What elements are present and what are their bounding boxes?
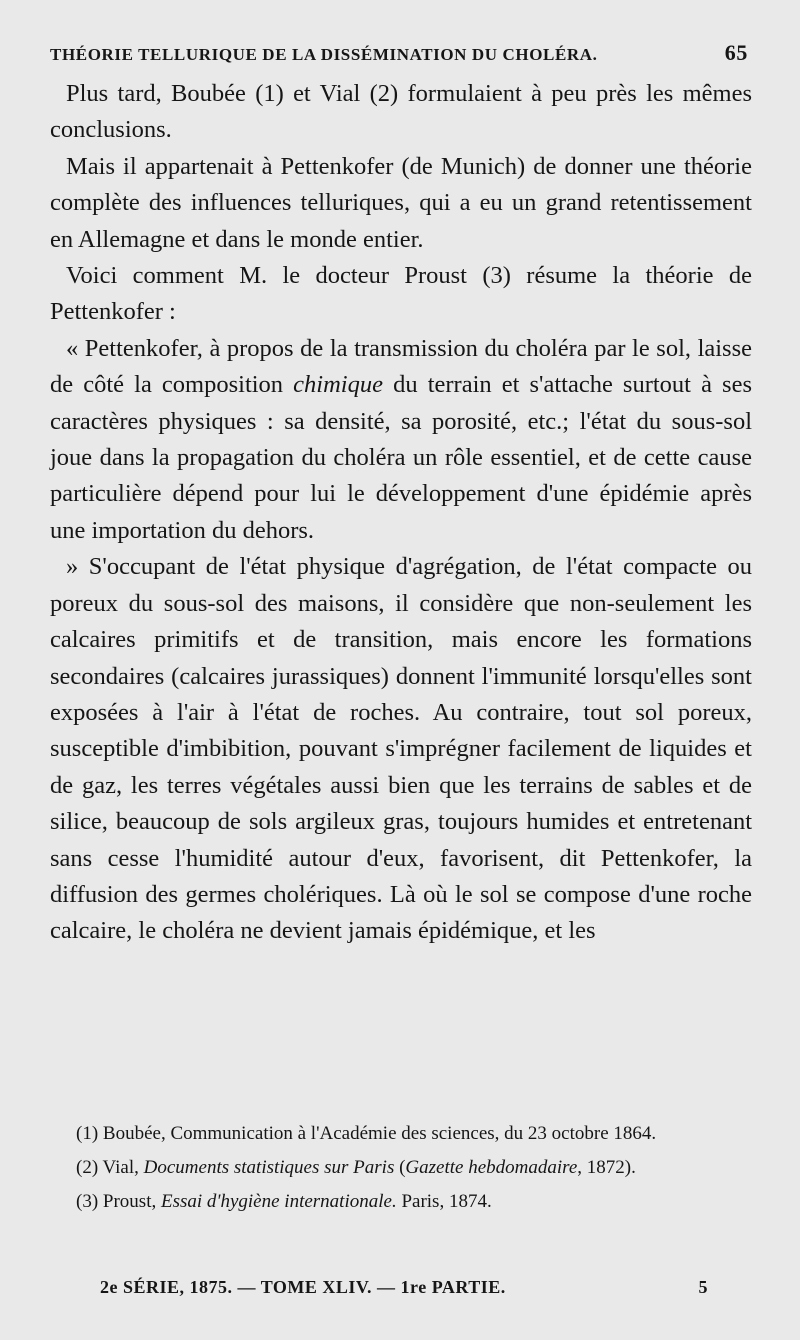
series-signature: 2e SÉRIE, 1875. — TOME XLIV. — 1re PARTIE.: [100, 1277, 506, 1297]
footnote-label: (3) Proust,: [76, 1191, 161, 1212]
paragraph: Voici comment M. le docteur Proust (3) résume la théorie de Pettenkofer :: [50, 262, 752, 326]
footnote-title: Essai d'hygiène internationale.: [160, 1191, 397, 1212]
footnote: (1) Boubée, Communication à l'Académie des sciences, du 23 octobre 1864.: [76, 1123, 657, 1144]
footnote-text: (: [394, 1157, 406, 1178]
footnote-title: Gazette hebdomadaire: [405, 1157, 578, 1178]
footnote-text: Paris, 1874.: [396, 1191, 492, 1212]
footnote-label: (2) Vial,: [76, 1157, 144, 1178]
running-title: THÉORIE TELLURIQUE DE LA DISSÉMINATION DU CHOLÉRA.: [50, 45, 598, 64]
paragraph: [50, 331, 752, 549]
footnote: [50, 1154, 760, 1182]
text-run: du terrain et s'attache surtout à ses caractères physiques : sa densité, sa porosité, etc.; l'état du sous-sol joue dans la propagation du choléra un rôle essentiel, et de cette cause particulière dépend pour lui le développement d'une épidémie après une importation du dehors.: [50, 371, 753, 544]
page-number: 65: [724, 40, 748, 65]
body-text: [50, 76, 752, 950]
footnote-text: , 1872).: [577, 1157, 636, 1178]
paragraph: Plus tard, Boubée (1) et Vial (2) formulaient à peu près les mêmes conclusions.: [50, 80, 752, 144]
signature-line: [100, 1277, 708, 1298]
text-run: « Pettenkofer, à propos de la transmission du choléra par le sol, laisse de côté la composition: [50, 334, 752, 399]
italic-word: chimique: [293, 371, 383, 399]
sheet-number: 5: [698, 1277, 708, 1297]
running-head: [50, 40, 748, 66]
footnotes: [50, 1120, 760, 1222]
footnote: [50, 1188, 760, 1216]
footnote-title: Documents statistiques sur Paris: [143, 1157, 395, 1178]
paragraph: » S'occupant de l'état physique d'agrégation, de l'état compacte ou poreux du sous-sol des maisons, il considère que non-seulement les calcaires primitifs et de transition, mais encore les formations secondaires (calcaires jurassiques) donnent l'immunité lorsqu'elles sont exposées à l'air à l'état de roches. Au contraire, tout sol poreux, susceptible d'imbibition, pouvant s'imprégner facilement de liquides et de gaz, les terres végétales aussi bien que les terrains de sables et de silice, beaucoup de sols argileux gras, toujours humides et entretenant sans cesse l'humidité autour d'eux, favorisent, dit Pettenkofer, la diffusion des germes cholériques. Là où le sol se compose d'une roche calcaire, le choléra ne devient jamais épidémique, et les: [50, 553, 752, 945]
paragraph: Mais il appartenait à Pettenkofer (de Munich) de donner une théorie complète des influences telluriques, qui a eu un grand retentissement en Allemagne et dans le monde entier.: [50, 152, 752, 253]
